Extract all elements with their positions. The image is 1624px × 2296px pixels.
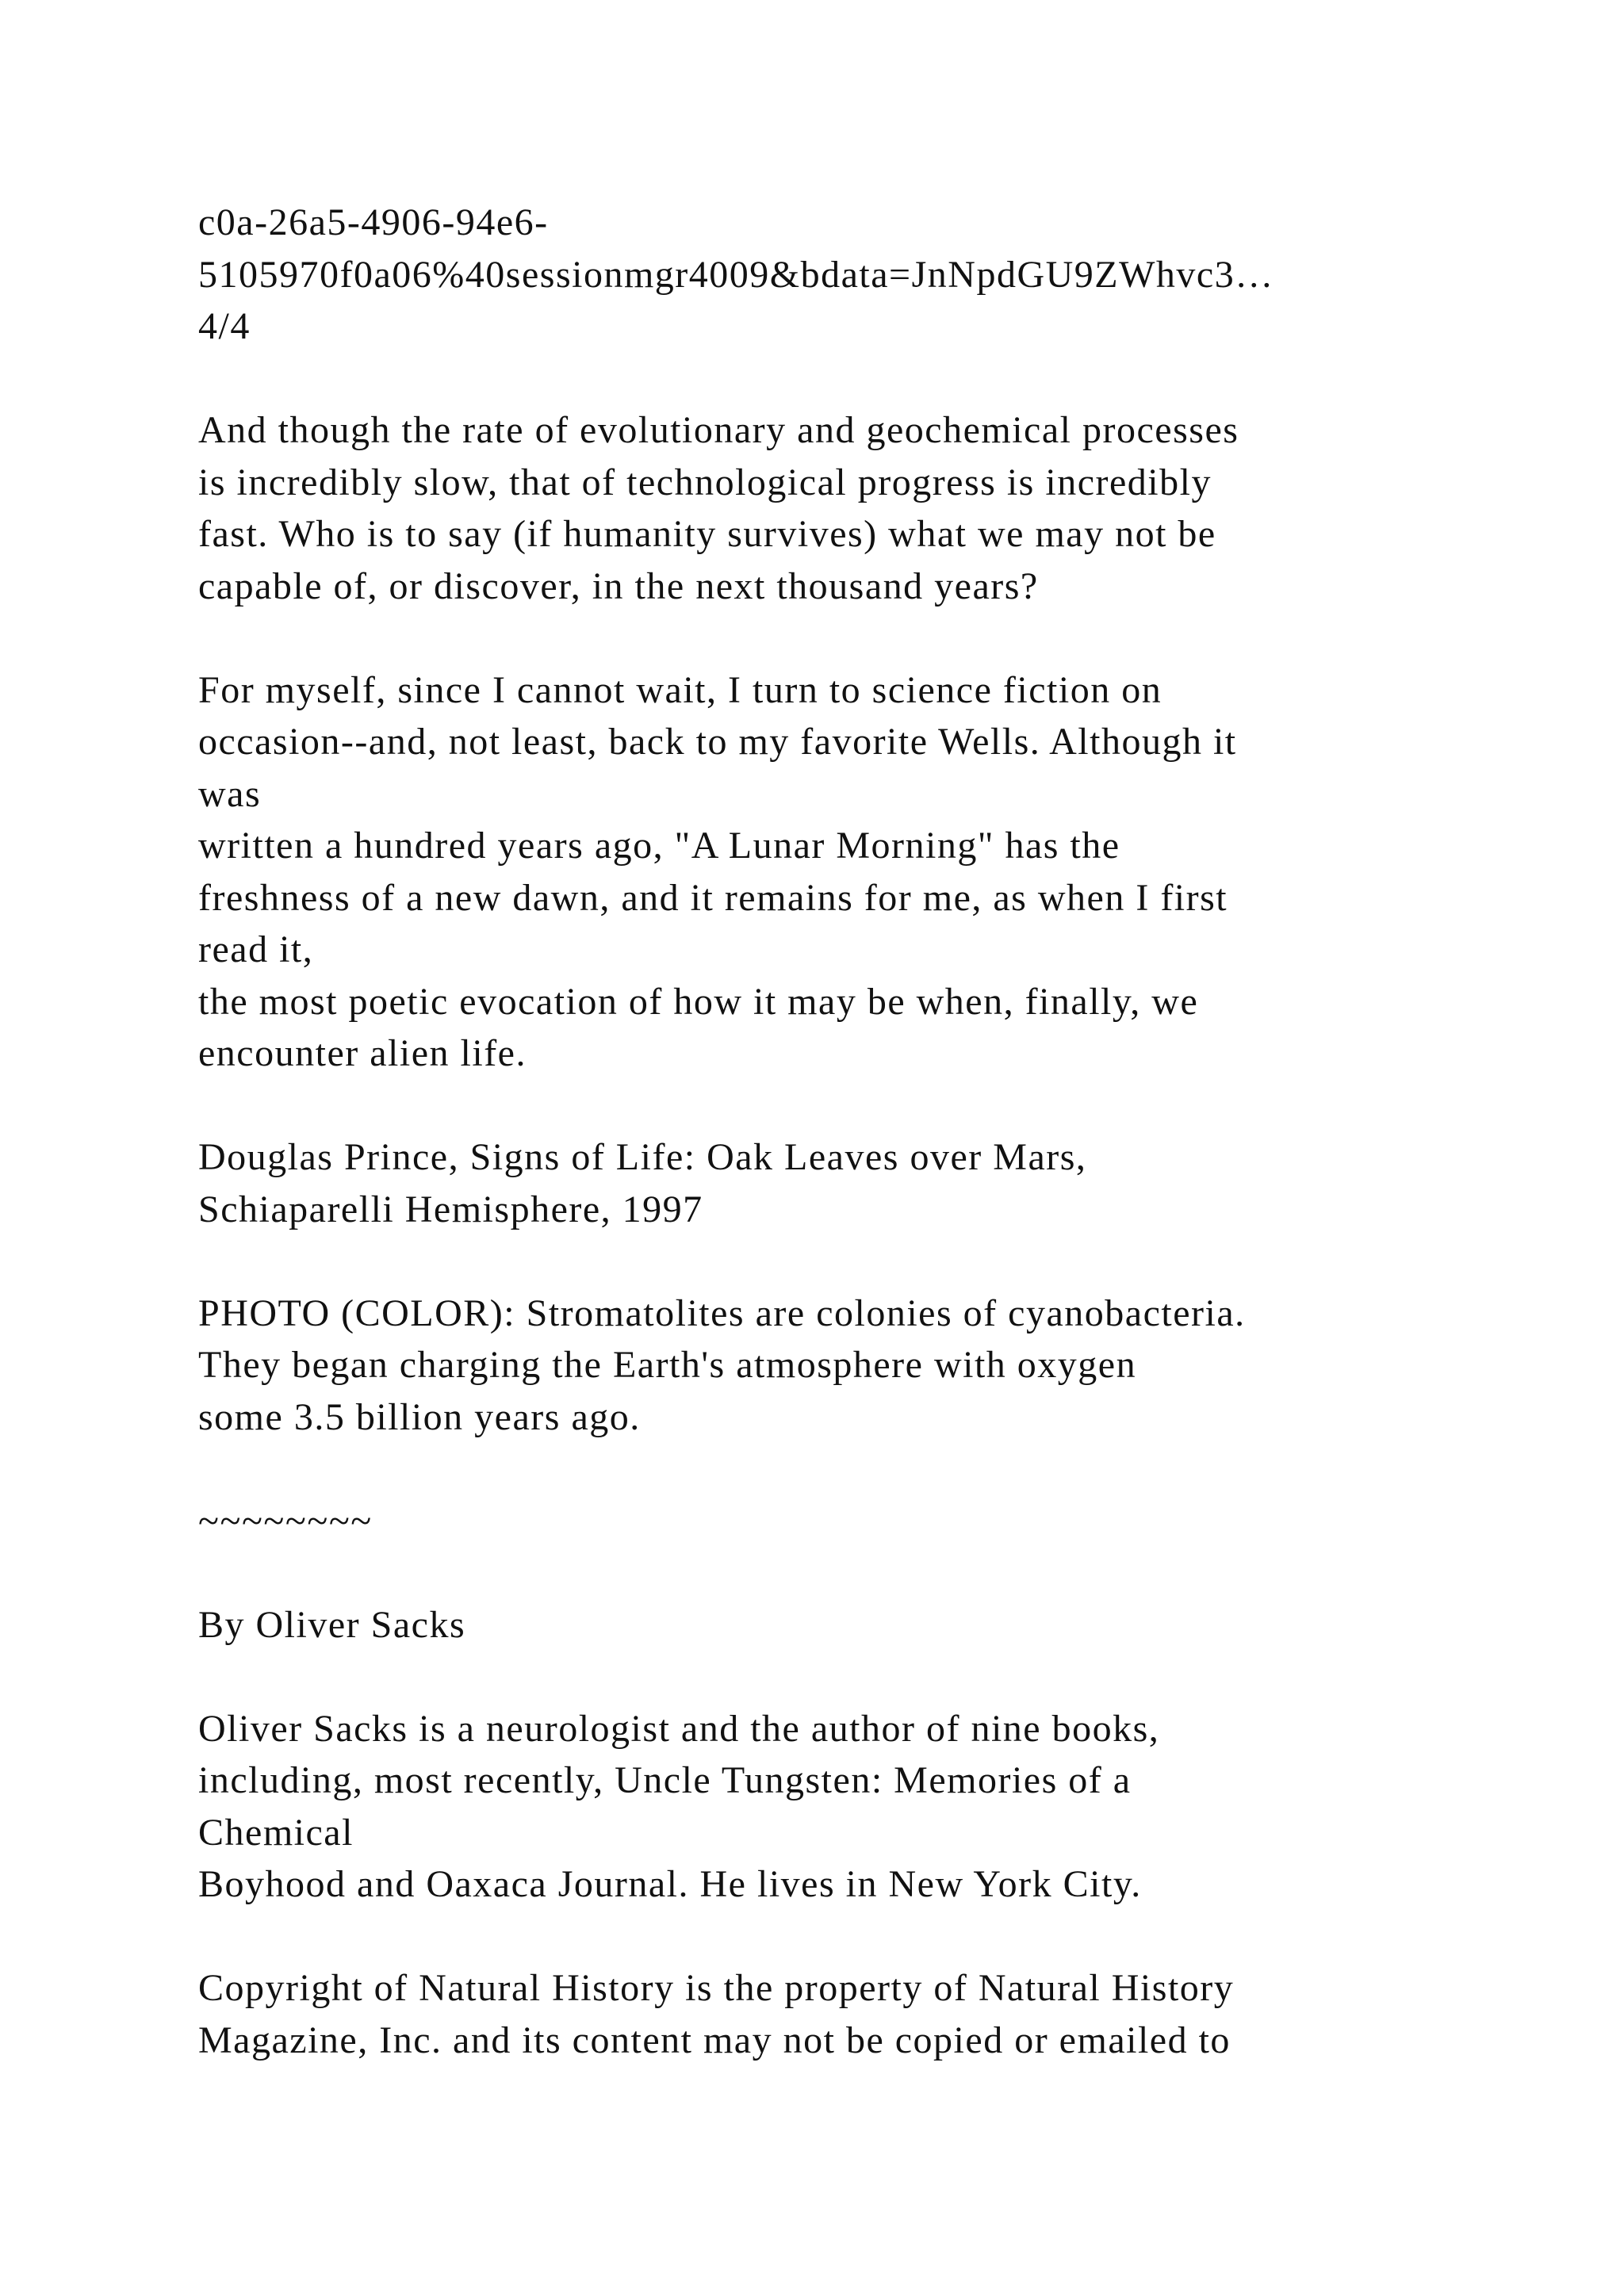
caption-line: Schiaparelli Hemisphere, 1997 — [198, 1188, 703, 1230]
bio-line: Boyhood and Oaxaca Journal. He lives in New York City. — [198, 1863, 1142, 1905]
text-line: And though the rate of evolutionary and geochemical processes — [198, 409, 1239, 451]
text-line: the most poetic evocation of how it may be when, finally, we — [198, 980, 1199, 1023]
text-line: was — [198, 772, 262, 815]
paragraph-evolution — [198, 404, 1507, 612]
text-line: encounter alien life. — [198, 1032, 527, 1074]
url-line: c0a-26a5-4906-94e6- — [198, 201, 549, 243]
text-line: read it, — [198, 928, 314, 970]
text-line: is incredibly slow, that of technological progress is incredibly — [198, 461, 1212, 503]
paragraph-gap — [198, 1651, 1507, 1703]
url-line: 5105970f0a06%40sessionmgr4009&bdata=JnNpdGU9ZWhvc3… — [198, 253, 1274, 296]
text-line: occasion--and, not least, back to my favorite Wells. Although it — [198, 721, 1237, 763]
caption-line: Douglas Prince, Signs of Life: Oak Leaves over Mars, — [198, 1136, 1087, 1178]
url-fragment — [198, 197, 1507, 353]
text-line: freshness of a new dawn, and it remains for me, as when I first — [198, 876, 1228, 919]
image-caption-stromatolites — [198, 1288, 1507, 1444]
image-caption-prince — [198, 1131, 1507, 1235]
paragraph-gap — [198, 1080, 1507, 1132]
text-line: written a hundred years ago, "A Lunar Morning" has the — [198, 825, 1120, 867]
copyright-notice — [198, 1962, 1507, 2066]
paragraph-gap — [198, 1235, 1507, 1288]
byline: By Oliver Sacks — [198, 1603, 466, 1646]
caption-line: some 3.5 billion years ago. — [198, 1395, 641, 1438]
text-line: fast. Who is to say (if humanity survives) what we may not be — [198, 513, 1216, 555]
page-number: 4/4 — [198, 305, 251, 347]
paragraph-gap — [198, 1443, 1507, 1495]
paragraph-gap — [198, 353, 1507, 405]
paragraph-gap — [198, 1547, 1507, 1599]
caption-line: PHOTO (COLOR): Stromatolites are colonies of cyanobacteria. — [198, 1292, 1246, 1334]
copyright-line: Copyright of Natural History is the property of Natural History — [198, 1967, 1235, 2009]
bio-line: Chemical — [198, 1811, 354, 1854]
paragraph-gap — [198, 612, 1507, 664]
author-bio — [198, 1703, 1507, 1911]
section-separator: ~~~~~~~~ — [198, 1499, 373, 1542]
copyright-line: Magazine, Inc. and its content may not be copied or emailed to — [198, 2019, 1231, 2061]
paragraph-gap — [198, 1911, 1507, 1963]
paragraph-science-fiction — [198, 664, 1507, 1080]
text-line: For myself, since I cannot wait, I turn to science fiction on — [198, 668, 1162, 711]
bio-line: Oliver Sacks is a neurologist and the author of nine books, — [198, 1707, 1160, 1750]
caption-line: They began charging the Earth's atmosphere with oxygen — [198, 1344, 1137, 1386]
text-line: capable of, or discover, in the next thousand years? — [198, 564, 1039, 607]
document-text — [198, 197, 1507, 2066]
bio-line: including, most recently, Uncle Tungsten: Memories of a — [198, 1759, 1132, 1801]
